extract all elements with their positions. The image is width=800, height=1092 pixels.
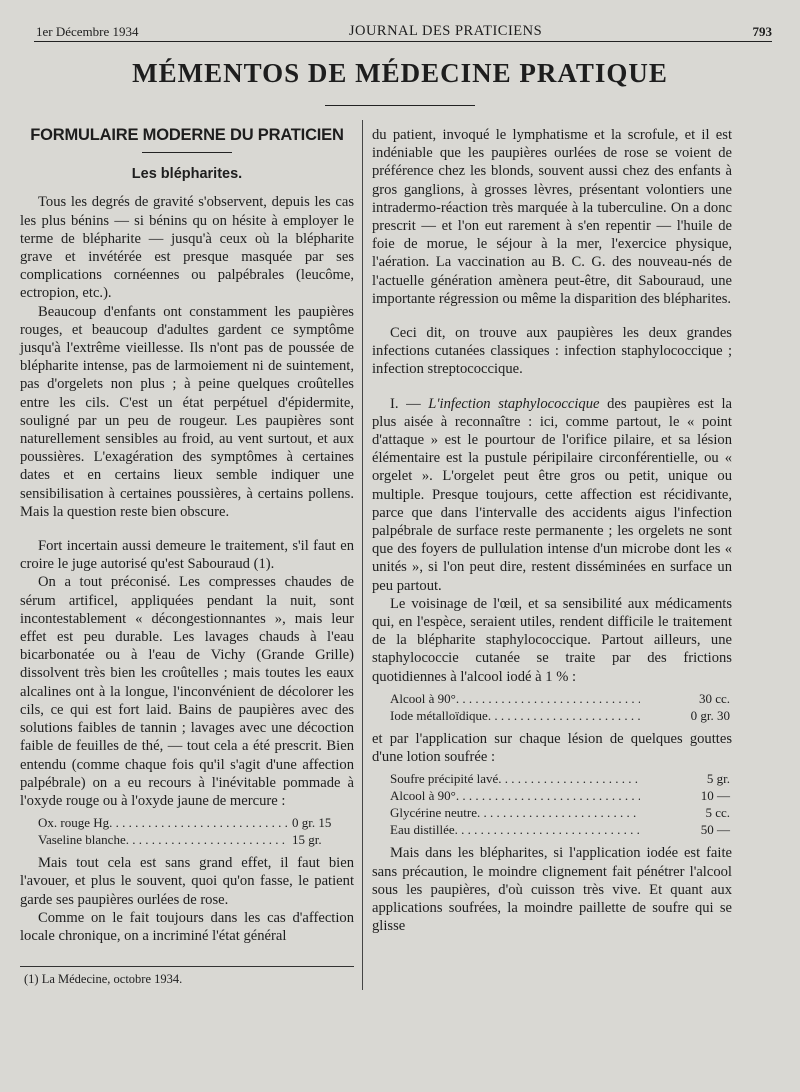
formula-line: Soufre précipité lavé . . . 5 gr. [390,770,732,787]
article-title: Les blépharites. [131,166,243,183]
paragraph: Ceci dit, on trouve aux paupières les deux grandes infections cutanées classiques : infection staphylococcique ; infection streptococcique. [372,325,732,378]
section-heading-italic: L'infection staphylococcique [428,395,600,412]
header-rule [34,41,772,42]
journal-name: JOURNAL DES PRATICIENS [348,23,543,39]
paragraph: Mais tout cela est sans grand effet, il faut bien l'avouer, et plus le souvent, quoi qu'on fasse, le patient garde ses paupières ourlées de rose. [20,855,354,908]
prescription-formula [38,814,354,848]
formula-line: Eau distillée . . . 50 — [390,821,732,838]
paragraph: On a tout préconisé. Les compresses chaudes de sérum artificel, appliquées pendant la nuit, sont incontestablement « décongestionnantes », mais leur effet est peu durable. Les lavages chauds à l'eau bicarbonatée ou à l'eau de Vichy (Grande Grille) dissolvent très bien les croûtelles ; mais toutes les eaux alcalines ont à la longue, l'inconvénient de décolorer les cils, ce qui est fort laid. Bains de paupières avec des solutions faibles de tannin ; lavages avec une décoction faible de feuilles de thé, — tout cela a été prescrit. Bien entendu (comme chaque fois qu'il s'agit d'une affection palpébrale) on a eu recours à l'inévitable pommade à l'oxyde rouge ou à l'oxyde jaune de mercure : [20,574,354,809]
formula-line: Alcool à 90° . . . 10 — [390,787,732,804]
paragraph: du patient, invoqué le lymphatisme et la scrofule, et il est indéniable que les paupières ourlées de rose se voient de préférence chez les blonds, souvent aussi chez des enfants à gros ganglions, à grosses lèvres, présentant volontiers une intradermo-réaction très marquée à la tuberculine. On a donc prescrit — et l'on eut rarement à s'en repentir — l'huile de foie de morue, le séjour à la mer, l'exercice physique, l'aération. La vaccination au B. C. G. des nouveau-nés de l'actuelle génération amènera peut-être, dit Sabouraud, une importante régression ou même la disparition des blépharites. [372,127,732,307]
paragraph: Tous les degrés de gravité s'observent, depuis les cas les plus bénins — si bénins qu on hésite à employer le terme de blépharite — jusqu'à ceux où la blépharite grave et invétérée est presque masquée par ses complications cornéennes ou palpébrales (leucôme, ectropion, etc.). [20,194,354,302]
prescription-formula [390,770,732,838]
paragraph: et par l'application sur chaque lésion de quelques gouttes d'une lotion soufrée : [372,730,732,766]
section-title: MÉMENTOS DE MÉDECINE PRATIQUE [132,58,668,88]
paragraph: Le voisinage de l'œil, et sa sensibilité aux médicaments qui, en l'espèce, seraient utiles, rendent difficile le traitement de la blépharite staphylococcique. Partout ailleurs, une staphylococcie cutanée se traite par des frictions quotidiennes à l'alcool iodé à 1 % : [372,595,732,685]
left-column [20,126,354,945]
footnote-rule [20,966,354,967]
running-header [36,18,772,40]
issue-date: 1er Décembre 1934 [36,24,139,39]
footnote: (1) La Médecine, octobre 1934. [24,972,183,986]
formula-line: Alcool à 90° . . . 30 cc. [390,690,732,707]
prescription-formula [390,690,732,724]
paragraph: Comme on le fait toujours dans les cas d'affection locale chronique, on a incriminé l'état général [20,909,354,944]
formula-line: Ox. rouge Hg . . . 0 gr. 15 [38,814,354,831]
formula-line: Iode métalloïdique . . . 0 gr. 30 [390,707,732,724]
title-rule [325,105,475,106]
paragraph: I. — L'infection staphylococcique des paupières est la plus aisée à reconnaître : ici, comme partout, le « point d'attaque » est le pourtour de l'orifice pilaire, et sa lésion élémentaire est la pustule péripilaire circonférentielle, ou « orgelet ». L'orgelet peut être gros ou petit, unique ou multiple. Presque toujours, cette affection est récidivante, parce que dans l'intervalle des accidents aigus l'infection palpébrale de surface reste permanente ; les orgelets ne sont que des foyers de pullulation intense d'un microbe dont les « unités », si l'on peut dire, restent disséminées en surface un peu partout. [372,395,732,594]
formula-line: Glycérine neutre . . . 5 cc. [390,804,732,821]
page-number: 793 [752,24,772,39]
formula-line: Vaseline blanche . . . 15 gr. [38,831,354,848]
rubric-rule [142,152,232,153]
paragraph: Fort incertain aussi demeure le traitement, s'il faut en croire le juge autorisé qu'est Sabouraud (1). [20,538,354,573]
column-divider [362,120,363,990]
right-column [372,126,732,935]
paragraph: Mais dans les blépharites, si l'application iodée est faite sans précaution, le moindre clignement fait pénétrer l'alcool sous les paupières, d'où cuisson très vive. Et quant aux applications soufrées, la moindre paillette de soufre qui se glisse [372,845,732,935]
paragraph: Beaucoup d'enfants ont constamment les paupières rouges, et beaucoup d'adultes gardent ce symptôme jusqu'à l'extrême vieillesse. Ils n'ont pas de poussée de blépharite intense, pas de larmoiement ni de suintement, pas d'orgelets non plus ; à peine quelques croûtelles entre les cils. C'est un état perpétuel d'épidermite, souligné par un peu de rougeur. Les paupières sont naturellement sensibles au froid, au vent surtout, et aux poussières. L'exagération des symptômes à certaines dates et en certains lieux semble indiquer une sensibilisation à certaines poussières, à certains pollens. Mais la question reste bien obscure. [20,303,354,520]
rubric-title: FORMULAIRE MODERNE DU PRATICIEN [30,126,344,144]
